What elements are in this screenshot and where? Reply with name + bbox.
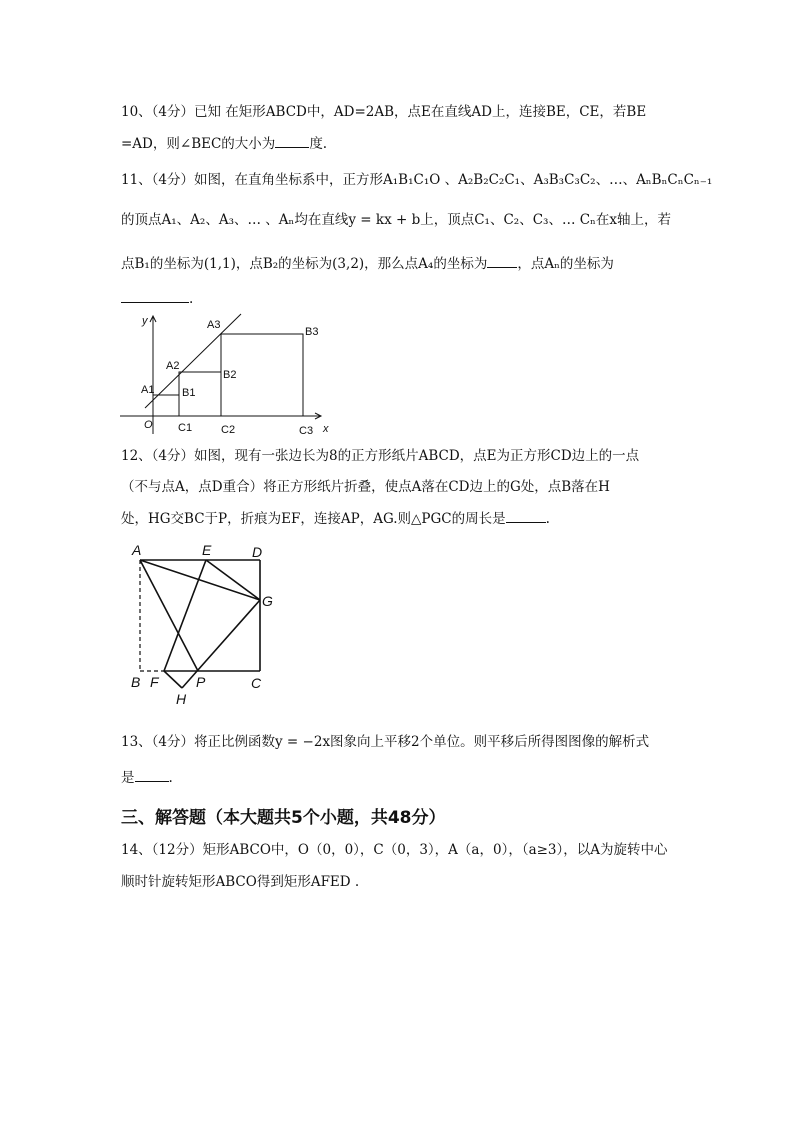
q13-text-2-pre: 是 xyxy=(121,770,135,786)
q14-text-2: 顺时针旋转矩形ABCO得到矩形AFED . xyxy=(121,874,360,890)
label-H: H xyxy=(176,691,187,707)
q11-text-4-post: . xyxy=(189,291,194,307)
label-B: B xyxy=(131,674,141,690)
label-F: F xyxy=(150,674,159,690)
q14-line-1 xyxy=(121,840,678,860)
label-C2: C2 xyxy=(221,424,236,436)
q11-answer-blank-an[interactable] xyxy=(121,288,189,303)
q13-answer-blank[interactable] xyxy=(135,767,169,782)
q11-figure xyxy=(115,310,345,438)
segment-EG xyxy=(206,560,260,600)
label-A2: A2 xyxy=(166,360,180,372)
q11-text-3b: ，点Aₙ的坐标为 xyxy=(517,256,614,272)
square-1 xyxy=(153,395,179,416)
q11-line-2 xyxy=(121,210,678,230)
q14-line-2 xyxy=(121,872,678,892)
q13-line-2 xyxy=(121,767,678,788)
q11-line-3 xyxy=(121,253,678,274)
q12-line-1 xyxy=(121,446,678,466)
q12-line-3 xyxy=(121,508,678,529)
q11-line-1 xyxy=(121,170,713,190)
q12-text-3-post: . xyxy=(545,511,550,527)
q12-text-3-pre: 处，HG交BC于P，折痕为EF，连接AP，AG.则△PGC的周长是 xyxy=(121,511,506,527)
q10-text-2-pre: =AD，则∠BEC的大小为 xyxy=(121,136,276,152)
q11-answer-blank-a4[interactable] xyxy=(487,253,517,268)
q12-text-1: 12、（4分）如图，现有一张边长为8的正方形纸片ABCD，点E为正方形CD边上的一点 xyxy=(121,448,640,464)
section-3-heading: 三、解答题（本大题共5个小题，共48分） xyxy=(121,808,446,828)
segment-GH xyxy=(182,600,260,688)
q14-text-1: 14、（12分）矩形ABCO中，O（0，0），C（0，3），A（a，0），（a≥3），以A为旋转中心 xyxy=(121,842,668,858)
crease-EF xyxy=(164,560,206,671)
label-C3: C3 xyxy=(299,425,314,437)
label-A3: A3 xyxy=(207,319,221,331)
q11-text-1: 11、（4分）如图，在直角坐标系中，正方形A₁B₁C₁O 、A₂B₂C₂C₁、A₃B₃C₃C₂、…、AₙBₙCₙCₙ₋₁ xyxy=(121,172,713,188)
label-B1: B1 xyxy=(182,387,196,399)
label-B3: B3 xyxy=(305,326,319,338)
q12-answer-blank[interactable] xyxy=(506,508,546,523)
label-C1: C1 xyxy=(178,422,193,434)
q11-text-2: 的顶点A₁、A₂、A₃、… 、Aₙ均在直线y = kx + b上，顶点C₁、C₂、C₃、… Cₙ在x轴上，若 xyxy=(121,212,672,228)
q10-text-1: 10、（4分）已知 在矩形ABCD中，AD=2AB，点E在直线AD上，连接BE，CE，若BE xyxy=(121,104,647,120)
label-A1: A1 xyxy=(141,384,155,396)
segment-FH xyxy=(164,671,182,688)
label-G: G xyxy=(262,593,273,609)
label-E: E xyxy=(202,542,212,558)
label-B2: B2 xyxy=(223,369,237,381)
q12-line-2 xyxy=(121,477,678,497)
q10-line-2 xyxy=(121,133,678,154)
label-O: O xyxy=(144,419,153,431)
q10-answer-blank[interactable] xyxy=(275,133,309,148)
q11-line-4 xyxy=(121,288,678,309)
q10-line-1 xyxy=(121,102,678,122)
label-P: P xyxy=(196,674,206,690)
label-D: D xyxy=(252,544,263,560)
q11-text-3a: 点B₁的坐标为(1,1)，点B₂的坐标为(3,2)，那么点A₄的坐标为 xyxy=(121,256,488,272)
q13-text-2-post: . xyxy=(168,770,173,786)
q13-text-1: 13、（4分）将正比例函数y = −2x图象向上平移2个单位。则平移后所得图图像的解析式 xyxy=(121,734,650,750)
label-C: C xyxy=(251,675,262,691)
label-x: x xyxy=(323,423,329,435)
label-y: y xyxy=(142,315,148,327)
q13-line-1 xyxy=(121,732,678,752)
q10-text-2-post: 度. xyxy=(309,136,328,152)
q12-figure xyxy=(128,538,288,708)
label-A: A xyxy=(132,542,142,558)
q12-text-2: （不与点A，点D重合）将正方形纸片折叠，使点A落在CD边上的G处，点B落在H xyxy=(121,479,610,495)
